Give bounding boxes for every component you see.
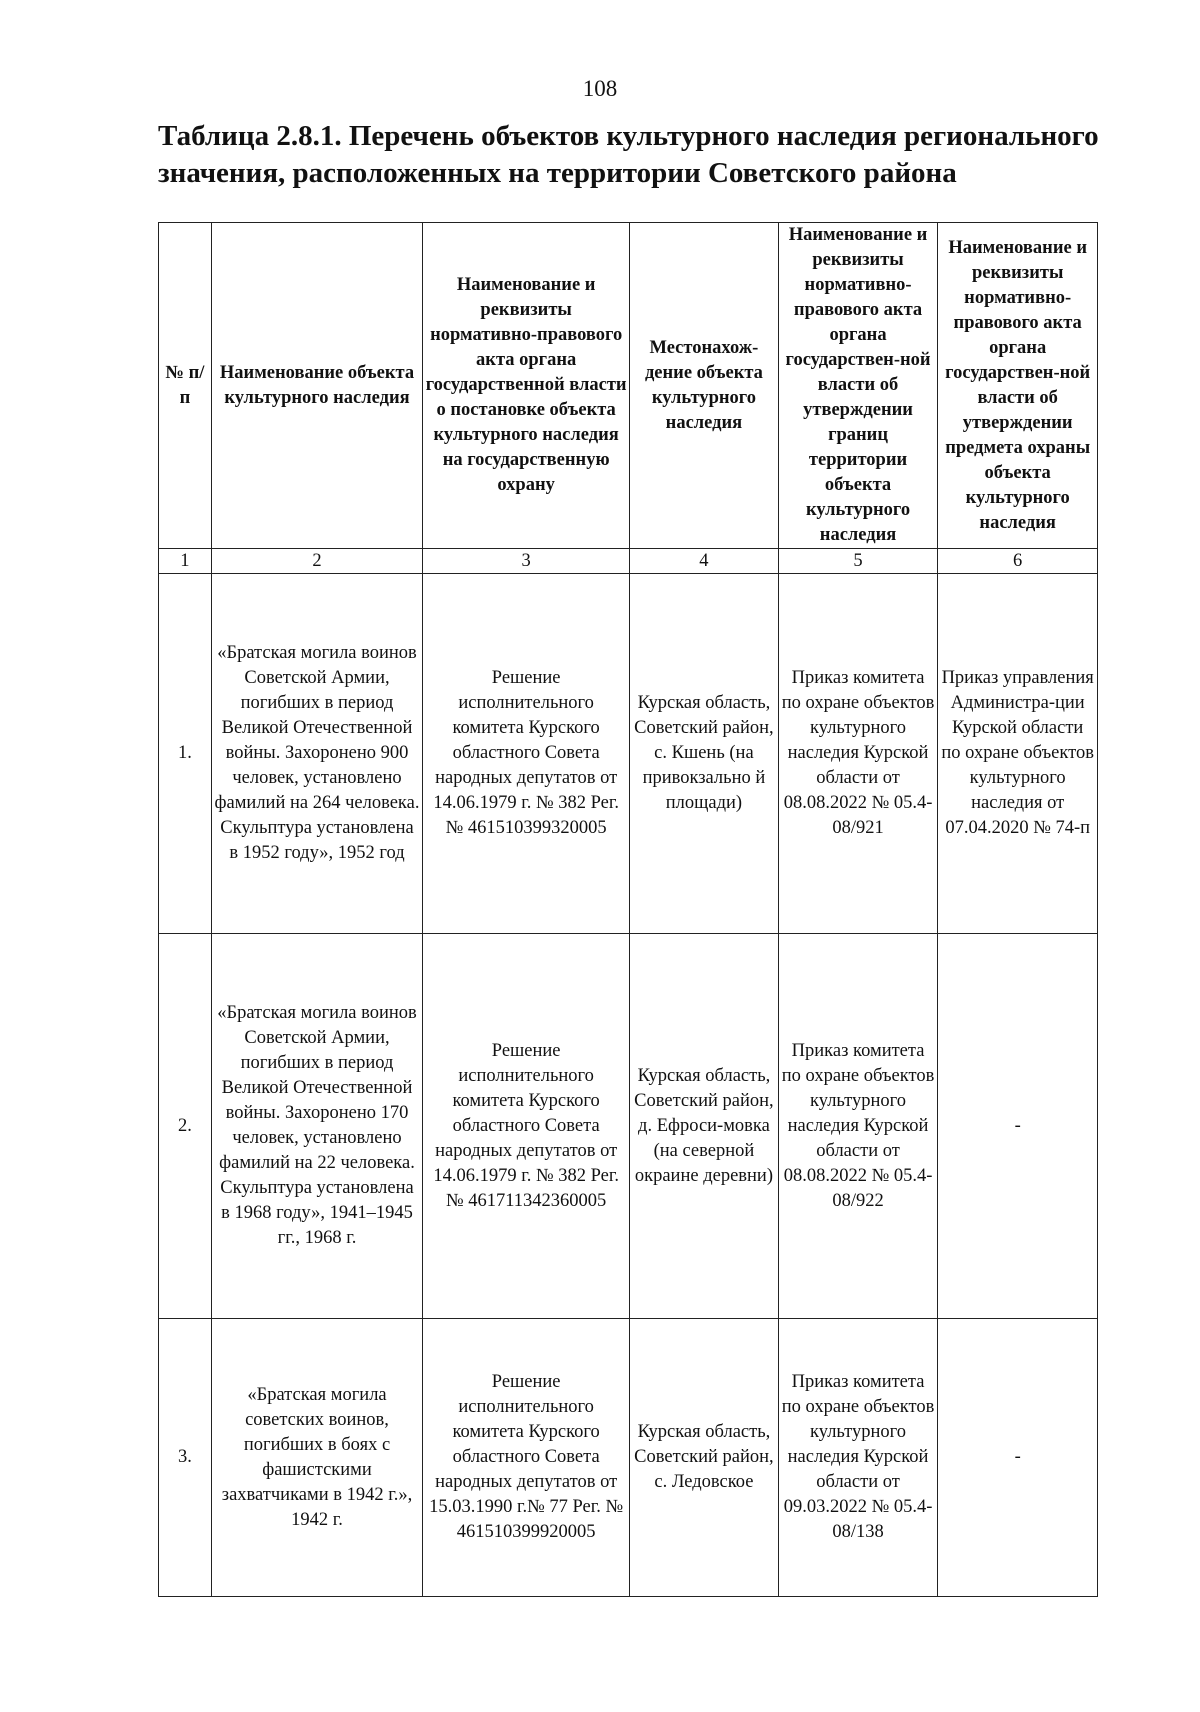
page-number: 108 (582, 76, 618, 101)
object-name-cell: «Братская могила советских воинов, погибших в боях с фашистскими захватчиками в 1942 г.», 1942 г. (211, 1319, 422, 1597)
column-number: 5 (778, 549, 938, 574)
column-number: 6 (938, 549, 1098, 574)
row-number: 1. (159, 574, 212, 934)
table-row (159, 1319, 1098, 1597)
location-cell: Курская область, Советский район, д. Ефроси-мовка (на северной окраине деревни) (630, 934, 779, 1319)
heritage-table (158, 222, 1098, 1597)
boundaries-act-cell: Приказ комитета по охране объектов культурного наследия Курской области от 08.08.2022 № 05.4-08/922 (778, 934, 938, 1319)
protection-act-cell: Решение исполнительного комитета Курского областного Совета народных депутатов от 14.06.1979 г. № 382 Рег. № 461711342360005 (423, 934, 630, 1319)
header-location: Местонахож-дение объекта культурного наследия (630, 223, 779, 549)
object-name-cell: «Братская могила воинов Советской Армии, погибших в период Великой Отечественной войны. Захоронено 170 человек, установлено фамилий на 22 человека. Скульптура установлена в 1968 году», 1941–1945 гг., 1968 г. (211, 934, 422, 1319)
column-number-row (159, 549, 1098, 574)
header-protection-act: Наименование и реквизиты нормативно-правового акта органа государственной власти о постановке объекта культурного наследия на государственную охрану (423, 223, 630, 549)
column-number: 1 (159, 549, 212, 574)
table-header-row (159, 223, 1098, 549)
protection-act-cell: Решение исполнительного комитета Курского областного Совета народных депутатов от 15.03.1990 г.№ 77 Рег. № 461510399920005 (423, 1319, 630, 1597)
boundaries-act-cell: Приказ комитета по охране объектов культурного наследия Курской области от 09.03.2022 № 05.4-08/138 (778, 1319, 938, 1597)
boundaries-act-cell: Приказ комитета по охране объектов культурного наследия Курской области от 08.08.2022 № 05.4-08/921 (778, 574, 938, 934)
location-cell: Курская область, Советский район, с. Кшень (на привокзально й площади) (630, 574, 779, 934)
table-title: Таблица 2.8.1. Перечень объектов культурного наследия регионального значения, расположенных на территории Советского района (158, 120, 1099, 189)
header-object-name: Наименование объекта культурного наследия (211, 223, 422, 549)
object-name-cell: «Братская могила воинов Советской Армии, погибших в период Великой Отечественной войны. Захоронено 900 человек, установлено фамилий на 264 человека. Скульптура установлена в 1952 году», 1952 год (211, 574, 422, 934)
protection-act-cell: Решение исполнительного комитета Курского областного Совета народных депутатов от 14.06.1979 г. № 382 Рег. № 461510399320005 (423, 574, 630, 934)
location-cell: Курская область, Советский район, с. Ледовское (630, 1319, 779, 1597)
subject-act-cell: Приказ управления Администра-ции Курской области по охране объектов культурного наследия от 07.04.2020 № 74-п (938, 574, 1098, 934)
column-number: 3 (423, 549, 630, 574)
subject-act-cell: - (938, 1319, 1098, 1597)
header-subject-act: Наименование и реквизиты нормативно-правового акта органа государствен-ной власти об утверждении предмета охраны объекта культурного наследия (938, 223, 1098, 549)
row-number: 3. (159, 1319, 212, 1597)
subject-act-cell: - (938, 934, 1098, 1319)
header-number: № п/п (159, 223, 212, 549)
column-number: 4 (630, 549, 779, 574)
row-number: 2. (159, 934, 212, 1319)
header-boundaries-act: Наименование и реквизиты нормативно-правового акта органа государствен-ной власти об утверждении границ территории объекта культурного наследия (778, 223, 938, 549)
column-number: 2 (211, 549, 422, 574)
table-row (159, 934, 1098, 1319)
table-row (159, 574, 1098, 934)
